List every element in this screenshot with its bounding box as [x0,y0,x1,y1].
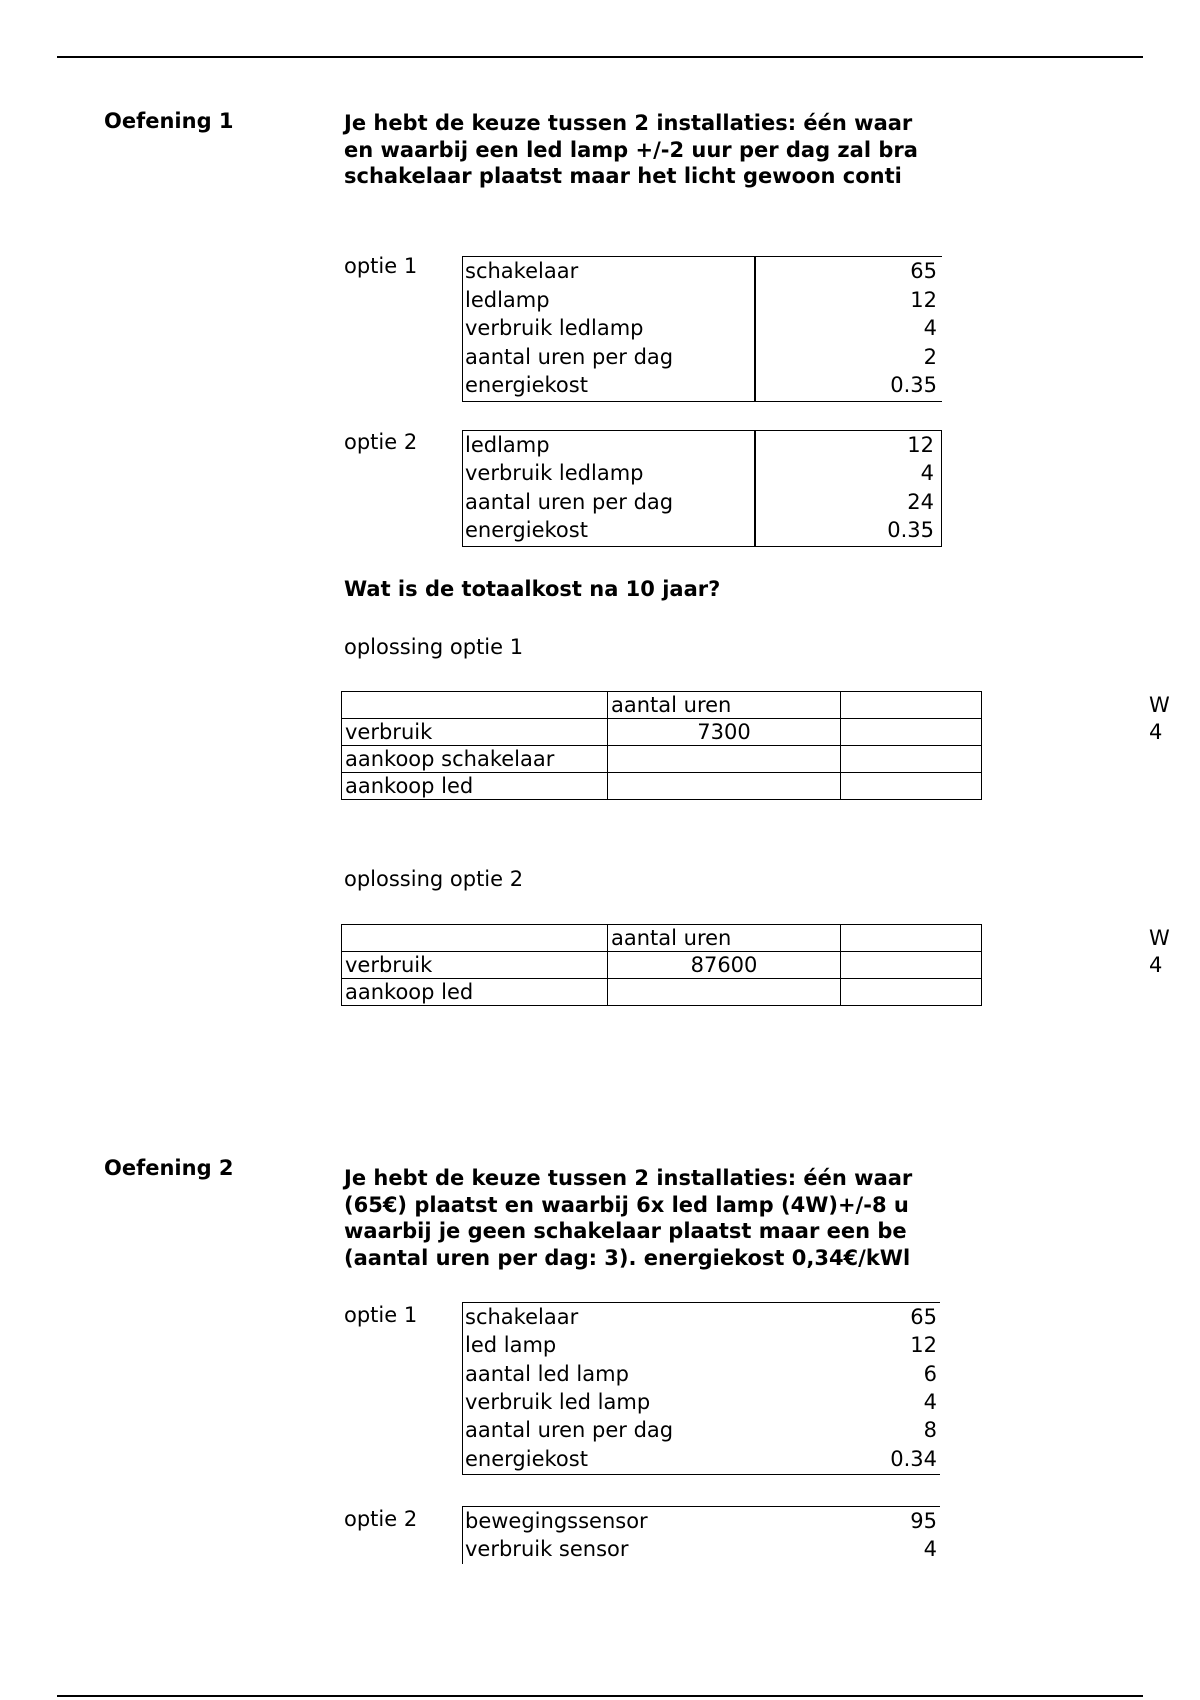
bottom-rule [57,1695,1143,1697]
question: Wat is de totaalkost na 10 jaar? [344,577,721,601]
table-row: verbruik ledlamp 4 [465,461,934,485]
table-row: verbruik 87600 4 [342,952,982,979]
ex2-option-2-table [462,1506,940,1564]
table-row: schakelaar 65 [465,1305,937,1329]
table-header-row: aantal uren W [342,925,982,952]
para-line: en waarbij een led lamp +/-2 uur per dag zal bra [344,137,918,162]
table-row: verbruik 7300 4 [342,719,982,746]
table-header-row: aantal uren W [342,692,982,719]
solution-2-table [341,924,1170,1014]
ex2-option-2-label: optie 2 [344,1507,418,1531]
exercise-2-heading: Oefening 2 [104,1156,234,1180]
table-row: energiekost 0.35 [465,518,934,542]
ex2-option-1-table [462,1302,940,1475]
ex1-option-1-label: optie 1 [344,254,418,278]
ex1-option-1-table [462,256,942,402]
ex1-option-2-label: optie 2 [344,430,418,454]
table-row: aantal uren per dag 24 [465,490,934,514]
exercise-1-heading: Oefening 1 [104,109,234,133]
table-row: ledlamp 12 [465,433,934,457]
solution-1-title: oplossing optie 1 [344,635,524,659]
table-row: aantal led lamp 6 [465,1362,937,1386]
para-line: schakelaar plaatst maar het licht gewoon conti [344,164,902,188]
table-row: schakelaar 65 [465,259,937,283]
exercise-1-text [344,110,940,194]
table-row: ledlamp 12 [465,288,937,312]
para-line: Je hebt de keuze tussen 2 installaties: één waar [344,1166,913,1190]
table-row: led lamp 12 [465,1333,937,1357]
table-row: aantal uren per dag 8 [465,1418,937,1442]
table-row: aankoop led [342,979,982,1006]
table-row: verbruik sensor 4 [465,1537,937,1561]
para-line: (65€) plaatst en waarbij 6x led lamp (4W)+/-8 u [344,1192,909,1217]
para-line: waarbij je geen schakelaar plaatst maar een be [344,1219,907,1243]
top-rule [57,56,1143,58]
table-row: verbruik led lamp 4 [465,1390,937,1414]
table-row: aantal uren per dag 2 [465,345,937,369]
ex2-option-1-label: optie 1 [344,1303,418,1327]
table-row: bewegingssensor 95 [465,1509,937,1533]
para-line: Je hebt de keuze tussen 2 installaties: één waar [344,111,913,135]
table-row: energiekost 0.35 [465,373,937,397]
solution-1-table [341,691,1170,809]
para-line: (aantal uren per dag: 3). energiekost 0,34€/kWl [344,1245,911,1270]
exercise-2-text [344,1165,940,1275]
ex1-option-2-table [462,430,942,547]
solution-2-title: oplossing optie 2 [344,867,524,891]
table-row: verbruik ledlamp 4 [465,316,937,340]
table-row: aankoop schakelaar [342,746,982,773]
table-row: energiekost 0.34 [465,1447,937,1471]
table-row: aankoop led [342,773,982,800]
